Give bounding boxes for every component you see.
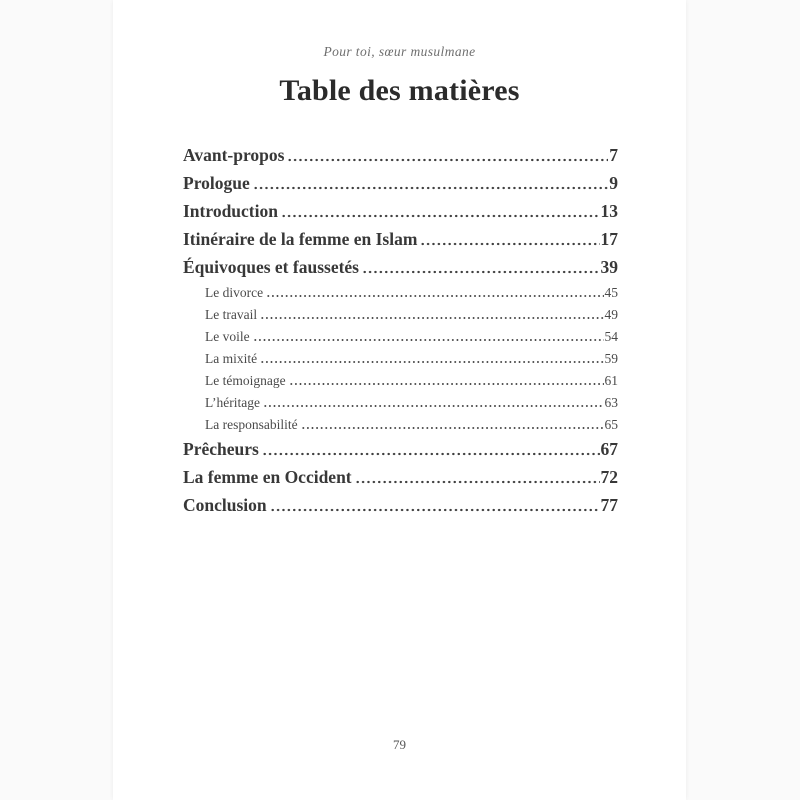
toc-entry-page-number: 67 (600, 439, 618, 459)
toc-entry-label: Prologue (183, 173, 250, 193)
toc-entry-label: Introduction (183, 201, 278, 221)
dot-leader (301, 426, 604, 430)
toc-entry-page-number: 65 (604, 417, 618, 432)
dot-leader (263, 404, 604, 408)
toc-entry (183, 146, 618, 165)
toc-entry-page-number: 49 (604, 307, 618, 322)
toc-entry-label: Équivoques et faussetés (183, 257, 359, 277)
dot-leader (289, 382, 604, 386)
toc-entry (183, 418, 618, 432)
toc-entry (183, 352, 618, 366)
toc-entry (183, 396, 618, 410)
toc-entry-label: Le voile (205, 329, 250, 344)
toc-entry-page-number: 77 (600, 495, 618, 515)
dot-leader (262, 452, 600, 456)
toc-entry-page-number: 17 (600, 229, 618, 249)
page-title: Table des matières (279, 74, 520, 107)
dot-leader (266, 294, 603, 298)
dot-leader (253, 186, 608, 190)
toc-entry-label: La femme en Occident (183, 467, 352, 487)
toc-entry (183, 440, 618, 459)
toc-entry (183, 374, 618, 388)
toc-entry (183, 202, 618, 221)
toc-entry (183, 330, 618, 344)
dot-leader (253, 338, 604, 342)
toc-entry-page-number: 13 (600, 201, 618, 221)
dot-leader (287, 158, 608, 162)
toc-entry-label: Le divorce (205, 285, 264, 300)
toc-entry (183, 286, 618, 300)
toc-entry-page-number: 39 (600, 257, 618, 277)
dot-leader (270, 508, 600, 512)
dot-leader (260, 316, 603, 320)
book-page (113, 0, 686, 800)
toc-entry-label: Le témoignage (205, 373, 286, 388)
toc-entry-page-number: 59 (604, 351, 618, 366)
toc-entry-label: Avant-propos (183, 145, 285, 165)
toc-entry (183, 496, 618, 515)
dot-leader (362, 270, 600, 274)
toc-entry-page-number: 45 (604, 285, 618, 300)
toc-entry-label: La mixité (205, 351, 258, 366)
toc-entry (183, 230, 618, 249)
toc-entry-page-number: 54 (604, 329, 618, 344)
toc-entry-label: Conclusion (183, 495, 267, 515)
running-header: Pour toi, sœur musulmane (323, 44, 476, 59)
dot-leader (260, 360, 603, 364)
toc-entry-page-number: 7 (609, 145, 618, 165)
toc-entry-label: La responsabilité (205, 417, 298, 432)
footer-page-number: 79 (393, 737, 406, 752)
toc-entry-label: Prêcheurs (183, 439, 259, 459)
toc-entry-page-number: 72 (600, 467, 618, 487)
table-of-contents (183, 146, 618, 524)
toc-entry-page-number: 61 (604, 373, 618, 388)
dot-leader (355, 480, 600, 484)
toc-entry (183, 468, 618, 487)
toc-entry-label: Itinéraire de la femme en Islam (183, 229, 418, 249)
dot-leader (420, 242, 599, 246)
toc-entry-page-number: 63 (604, 395, 618, 410)
dot-leader (281, 214, 600, 218)
toc-entry-label: L’héritage (205, 395, 260, 410)
toc-entry (183, 308, 618, 322)
toc-entry (183, 258, 618, 277)
toc-entry-label: Le travail (205, 307, 258, 322)
toc-entry-page-number: 9 (609, 173, 618, 193)
toc-entry (183, 174, 618, 193)
